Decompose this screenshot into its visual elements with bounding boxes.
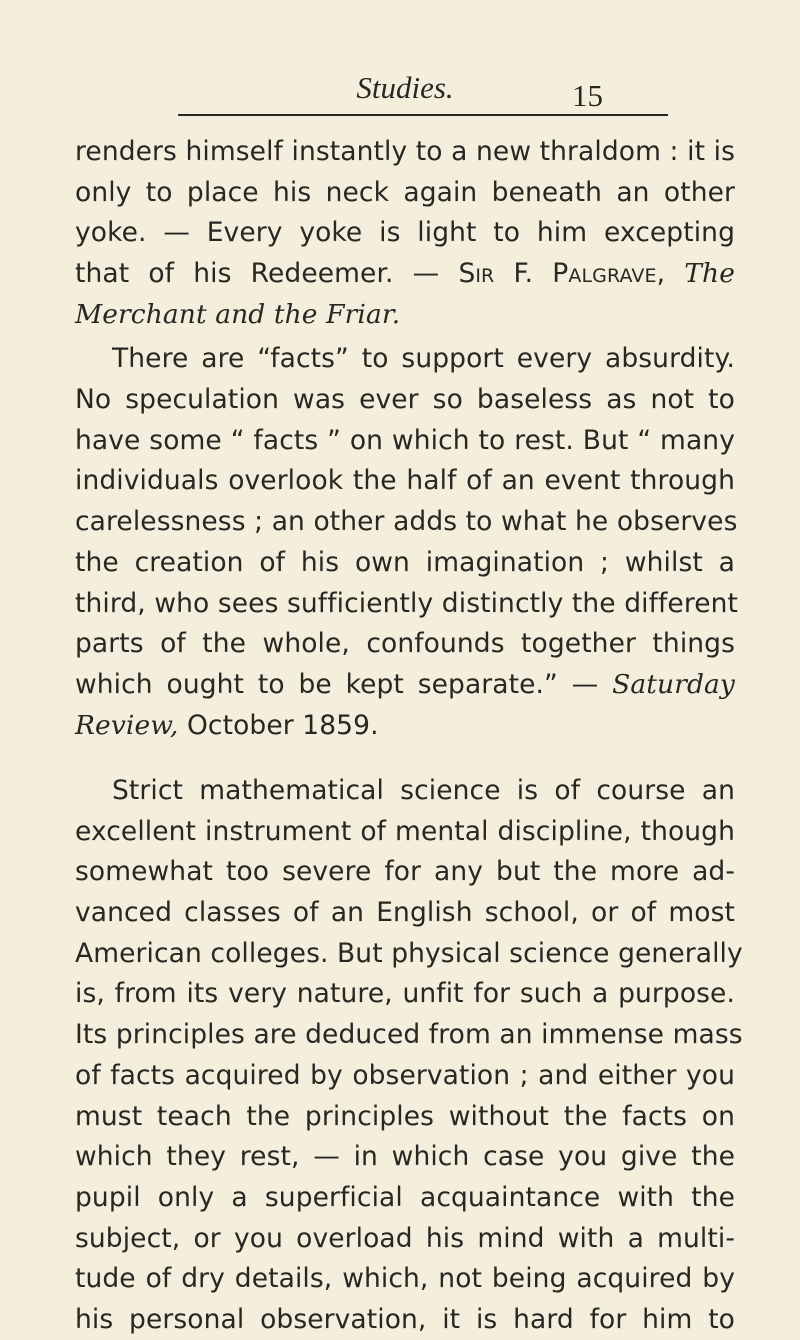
text-line: is, from its very nature, unfit for such a purpose. bbox=[75, 978, 735, 1010]
work-title: Saturday bbox=[612, 668, 735, 700]
line-text: October 1859. bbox=[178, 709, 379, 741]
text-line: third, who sees sufficiently distinctly the different bbox=[75, 587, 739, 619]
text-line: of facts acquired by observation ; and either you bbox=[75, 1059, 735, 1091]
text-line bbox=[75, 665, 735, 705]
text-line bbox=[75, 254, 735, 294]
line-text bbox=[665, 258, 684, 289]
text-line: must teach the principles without the facts on bbox=[75, 1100, 735, 1132]
text-line: parts of the whole, confounds together things bbox=[75, 628, 735, 660]
text-line: No speculation was ever so baseless as not to bbox=[75, 384, 735, 415]
text-line: renders himself instantly to a new thraldom : it is bbox=[75, 136, 735, 167]
text-line: the creation of his own imagination ; whilst a bbox=[75, 546, 735, 578]
text-line bbox=[75, 295, 735, 335]
header-rule bbox=[178, 114, 668, 116]
text-line: vanced classes of an English school, or of most bbox=[75, 897, 735, 928]
work-title: Merchant and the Friar. bbox=[75, 298, 401, 330]
text-line: pupil only a superficial acquaintance with the bbox=[75, 1181, 735, 1213]
running-title: Studies. bbox=[356, 70, 454, 105]
text-line: There are “facts” to support every absurdity. bbox=[112, 343, 735, 375]
text-line: tude of dry details, which, not being acquired by bbox=[75, 1263, 735, 1295]
text-line: yoke. — Every yoke is light to him excepting bbox=[75, 217, 735, 249]
text-line: subject, or you overload his mind with a multi- bbox=[75, 1222, 735, 1254]
text-line: Strict mathematical science is of course an bbox=[112, 774, 735, 806]
page-number: 15 bbox=[572, 78, 603, 113]
text-line: his personal observation, it is hard for him to bbox=[75, 1304, 735, 1335]
line-text: that of his Redeemer. — bbox=[75, 258, 459, 290]
text-line: which they rest, — in which case you give the bbox=[75, 1141, 735, 1173]
text-line: Its principles are deduced from an immense mass bbox=[75, 1019, 743, 1051]
text-line: individuals overlook the half of an event through bbox=[75, 465, 735, 497]
author-name: Sir F. Palgrave, bbox=[458, 258, 666, 290]
work-title: The bbox=[684, 258, 735, 290]
text-line: only to place his neck again beneath an other bbox=[75, 176, 735, 208]
line-text: which ought to be kept separate.” — bbox=[75, 668, 613, 700]
work-title: Review, bbox=[75, 709, 179, 741]
text-line: somewhat too severe for any but the more ad- bbox=[75, 856, 735, 888]
text-line: carelessness ; an other adds to what he observes bbox=[75, 506, 738, 538]
text-line bbox=[75, 706, 735, 746]
text-line: excellent instrument of mental discipline, though bbox=[75, 815, 735, 847]
text-line: American colleges. But physical science generally bbox=[75, 937, 743, 969]
text-line: have some “ facts ” on which to rest. But “ many bbox=[75, 424, 735, 456]
